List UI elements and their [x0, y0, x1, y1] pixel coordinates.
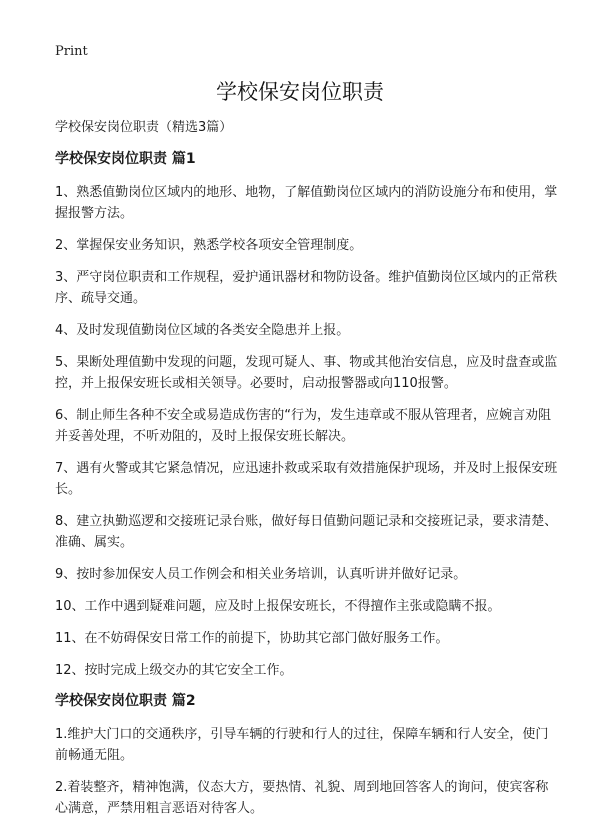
paragraph: 11、在不妨碍保安日常工作的前提下，协助其它部门做好服务工作。: [55, 631, 449, 646]
section-heading: 学校保安岗位职责 篇1: [55, 151, 196, 167]
section-heading: 学校保安岗位职责 篇2: [55, 693, 196, 709]
paragraph: 4、及时发现值勤岗位区域的各类安全隐患并上报。: [55, 323, 350, 338]
document-body: [55, 118, 560, 830]
paragraph: 9、按时参加保安人员工作例会和相关业务培训，认真听讲并做好记录。: [55, 567, 467, 582]
paragraph: 1、熟悉值勤岗位区域内的地形、地物，了解值勤岗位区域内的消防设施分布和使用，掌握报警方法。: [55, 185, 558, 221]
section-2: [55, 692, 560, 819]
document-subtitle: 学校保安岗位职责（精选3篇）: [55, 120, 233, 135]
paragraph: 10、工作中遇到疑难问题，应及时上报保安班长，不得擅作主张或隐瞒不报。: [55, 599, 501, 614]
document-title: 学校保安岗位职责: [216, 80, 384, 104]
section-1: [55, 150, 560, 681]
paragraph: 7、遇有火警或其它紧急情况，应迅速扑救或采取有效措施保护现场，并及时上报保安班长。: [55, 461, 558, 497]
paragraph: 2、掌握保安业务知识，熟悉学校各项安全管理制度。: [55, 238, 363, 253]
paragraph: 2.着装整齐，精神饱满，仪态大方，要热情、礼貌、周到地回答客人的询问，使宾客称心满意，严禁用粗言恶语对待客人。: [55, 780, 549, 816]
paragraph: 1.维护大门口的交通秩序，引导车辆的行驶和行人的过往，保障车辆和行人安全，使门前畅通无阻。: [55, 727, 549, 763]
paragraph: 6、制止师生各种不安全或易造成伤害的“行为，发生违章或不服从管理者，应婉言劝阻并妥善处理，不听劝阻的，及时上报保安班长解决。: [55, 408, 552, 444]
paragraph: 3、严守岗位职责和工作规程，爱护通讯器材和物防设备。维护值勤岗位区域内的正常秩序、疏导交通。: [55, 270, 558, 306]
print-link[interactable]: Print: [55, 44, 88, 59]
paragraph: 8、建立执勤巡逻和交接班记录台账，做好每日值勤问题记录和交接班记录，要求清楚、准确、属实。: [55, 514, 558, 550]
paragraph: 12、按时完成上级交办的其它安全工作。: [55, 663, 293, 678]
paragraph: 5、果断处理值勤中发现的问题，发现可疑人、事、物或其他治安信息，应及时盘查或监控，并上报保安班长或相关领导。必要时，启动报警器或向110报警。: [55, 355, 558, 391]
